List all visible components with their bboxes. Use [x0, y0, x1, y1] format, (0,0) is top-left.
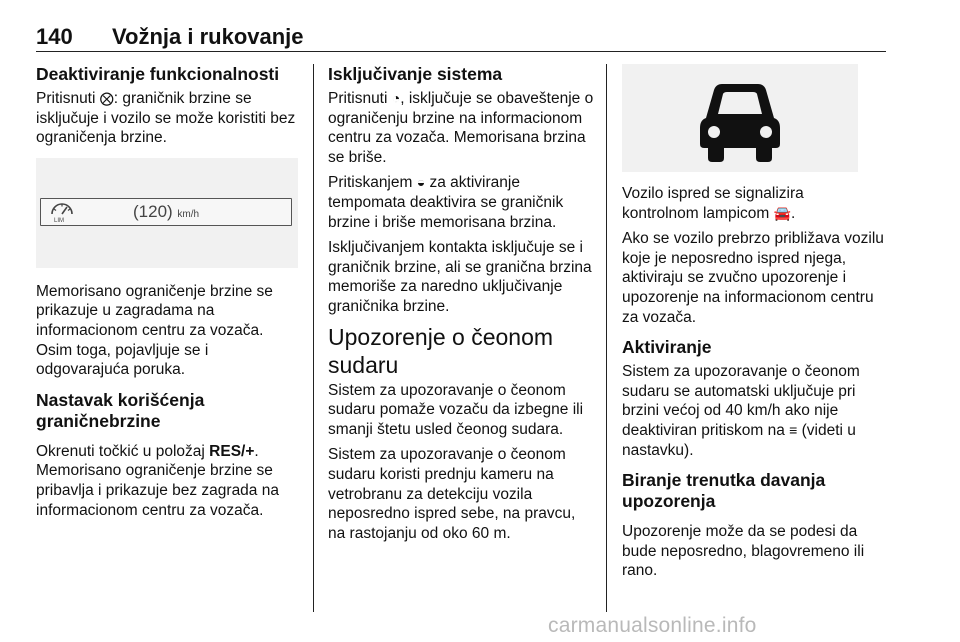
heading-system-off: Isključivanje sistema [328, 64, 503, 84]
heading-resume: Nastavak korišćenja graničnebrzine [36, 389, 205, 431]
column-divider [606, 64, 607, 612]
heading-activate: Aktiviranje [622, 337, 712, 358]
vehicle-ahead-icon: 🚘 [773, 204, 792, 221]
speed-limiter-off-icon: ⨂ [99, 90, 114, 106]
paragraph-collision-2: Sistem za upozoravanje o čeonom sudaru koristi prednju kameru na vetrobranu za detekciju vozila neposredno ispred sebe, na pravcu, na rastojanju od oko 60 m. [328, 446, 576, 542]
svg-text:LIM: LIM [54, 217, 65, 223]
heading-deactivate: Deaktiviranje funkcionalnosti [36, 64, 280, 84]
watermark: carmanualsonline.info [548, 614, 757, 637]
paragraph-warning-timing: Upozorenje može da se podesi da bude neposredno, blagovremeno ili rano. [622, 523, 865, 580]
heading-forward-collision-alert: Upozorenje o čeonom sudaru [328, 323, 554, 378]
paragraph-system-off-2: Pritiskanjem ◒ za aktiviranje tempomata deaktivira se graničnik brzine i briše memorisana brzina. [328, 174, 564, 231]
column-divider [313, 64, 314, 612]
page-number: 140 [36, 24, 73, 49]
collision-alert-button-icon: ≡ [789, 421, 798, 438]
chapter-title: Vožnja i rukovanje [112, 24, 304, 49]
heading-warning-timing: Biranje trenutka davanja upozorenja [622, 470, 826, 512]
column-right [622, 64, 884, 587]
paragraph-approach: Ako se vozilo prebrzo približava vozilu koje je neposredno ispred njega, aktiviraju se zvučno upozorenje i upozorenje na informacionom centru za vozača. [622, 230, 884, 326]
cruise-control-icon: ◒ [416, 174, 426, 191]
page-header [36, 24, 886, 52]
paragraph-resume: Okrenuti točkić u položaj RES/+. Memorisano ograničenje brzine se pribavlja i prikazuje bez zagrada na informacionom centru za vozača. [36, 442, 279, 519]
paragraph-signal: Vozilo ispred se signalizira kontrolnom lampicom 🚘. [622, 185, 804, 222]
paragraph-activate: Sistem za upozoravanje o čeonom sudaru se automatski uključuje pri brzini većoj od 40 km/h ako nije deaktiviran pritiskom na ≡ (videti u nastavku). [622, 363, 860, 459]
paragraph-system-off-1: Pritisnuti ◔, isključuje se obaveštenje o ograničenju brzine na informacionom centru za vozača. Memorisana brzina se briše. [328, 90, 594, 166]
speed-limiter-icon: ◔ [391, 90, 401, 106]
paragraph-system-off-3: Isključivanjem kontakta isključuje se i graničnik brzine, ali se granična brzina memoriše za naredno uključivanje graničnika brzine. [328, 239, 592, 315]
paragraph-deactivate: Pritisnuti ⨂: graničnik brzine se isključuje i vozilo se može koristiti bez ograničenja brzine. [36, 90, 296, 147]
vehicle-ahead-icon [692, 70, 788, 166]
speed-limiter-icon [49, 201, 75, 223]
column-left [36, 64, 298, 526]
vehicle-ahead-indicator-figure [622, 64, 858, 172]
memorized-speed: (120) km/h [133, 201, 200, 221]
paragraph-collision-1: Sistem za upozoravanje o čeonom sudaru pomaže vozaču da izbegne ili smanji štetu usled čeonog sudara. [328, 381, 584, 438]
paragraph-memorized: Memorisano ograničenje brzine se prikazuje u zagradama na informacionom centru za vozača. Osim toga, pojavljuje se i odgovarajuća poruka. [36, 282, 273, 379]
speed-limiter-display [40, 198, 292, 226]
speed-limiter-display-figure [36, 158, 298, 268]
column-middle [328, 64, 594, 549]
